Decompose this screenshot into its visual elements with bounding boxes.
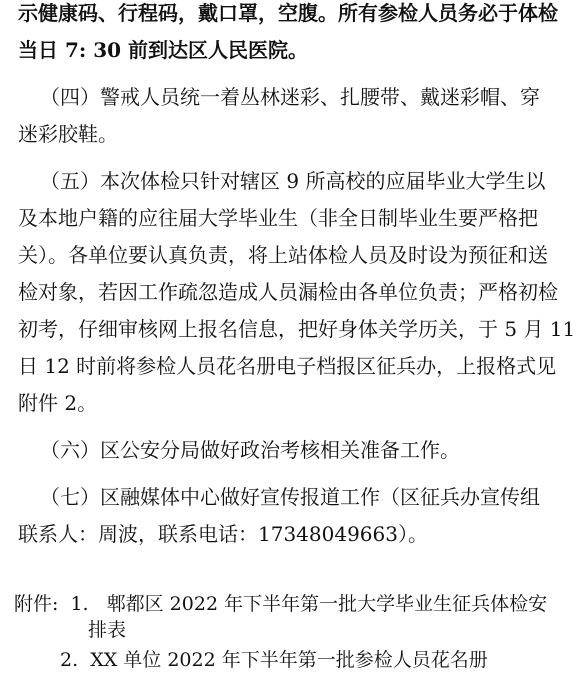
attachment-item-2 <box>60 648 488 672</box>
paragraph-line: 联系人：周波，联系电话：17348049663）。 <box>18 522 428 546</box>
paragraph-line: （七）区融媒体中心做好宣传报道工作（区征兵办宣传组 <box>40 485 540 509</box>
paragraph-line: 示健康码、行程码，戴口罩，空腹。所有参检人员务必于体检 <box>18 1 558 25</box>
attachment-item-1-continuation <box>88 618 126 642</box>
attachment-number: 2. <box>60 649 79 671</box>
paragraph-line: 关）。各单位要认真负责，将上站体检人员及时设为预征和送 <box>18 243 548 267</box>
paragraph-line: 检对象，若因工作疏忽造成人员漏检由各单位负责；严格初检 <box>18 280 558 304</box>
paragraph-line: 当日 7: 30 前到达区人民医院。 <box>18 38 309 62</box>
paragraph-line: （五）本次体检只针对辖区 9 所高校的应届毕业大学生以 <box>40 169 546 193</box>
paragraph-line: （六）区公安分局做好政治考核相关准备工作。 <box>40 438 460 462</box>
attachment-item-1 <box>14 592 547 616</box>
attachment-label: 附件: <box>14 593 59 615</box>
attachment-text: XX 单位 2022 年下半年第一批参检人员花名册 <box>90 649 488 671</box>
paragraph-line: 初考，仔细审核网上报名信息，把好身体关学历关，于 5 月 11 <box>18 317 576 341</box>
paragraph-line: 附件 2。 <box>18 391 98 415</box>
paragraph-line: 及本地户籍的应往届大学毕业生（非全日制毕业生要严格把 <box>18 206 538 230</box>
attachment-number: 1. <box>70 593 89 615</box>
paragraph-line: 迷彩胶鞋。 <box>18 122 118 146</box>
paragraph-line: （四）警戒人员统一着丛林迷彩、扎腰带、戴迷彩帽、穿 <box>40 85 540 109</box>
attachment-text: 排表 <box>88 619 127 641</box>
paragraph-line: 日 12 时前将参检人员花名册电子档报区征兵办，上报格式见 <box>18 354 557 378</box>
attachment-text: 郫都区 2022 年下半年第一批大学毕业生征兵体检安 <box>106 593 548 615</box>
